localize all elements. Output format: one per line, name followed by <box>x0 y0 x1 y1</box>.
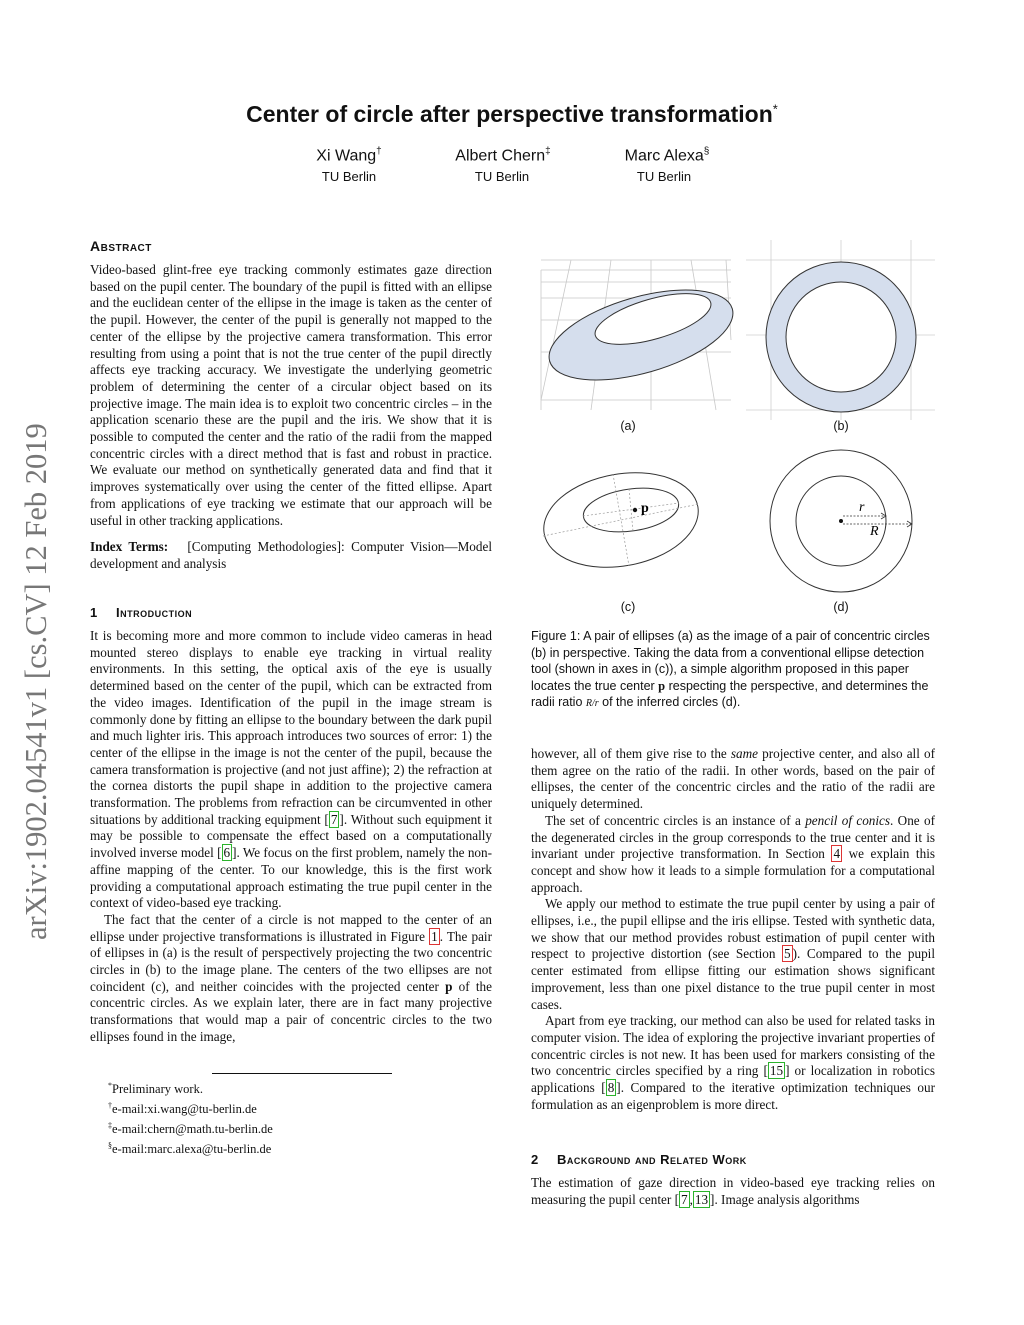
citation-link[interactable]: 13 <box>694 1191 709 1207</box>
section-2-heading <box>531 1152 935 1167</box>
index-terms-text: [Computing Methodologies]: Computer Vision—Model development and analysis <box>90 539 493 571</box>
footnote-text: Preliminary work. <box>112 1082 203 1097</box>
section-title: Background and Related Work <box>557 1152 747 1167</box>
text-run: . We focus on the first problem, namely the non-affine mapping of the center. To our knowledge, this is the first work providing a computational approach estimating the true pupil center in the context of video-based eye tracking. <box>90 845 492 911</box>
figure-1 <box>531 240 935 620</box>
section-link[interactable]: 4 <box>833 846 841 862</box>
text-run: or localization in robotics applications <box>531 1063 935 1096</box>
citation-link[interactable]: 8 <box>607 1080 615 1096</box>
text-run: projective center, and also all of them agree on the ratio of the radii. In other words, based on the pair of ellipses, the center of the concentric circles and the ratio of the radii are uniquely determined. <box>531 746 935 812</box>
paragraph <box>531 813 935 897</box>
footnote-mark: * <box>108 1081 112 1090</box>
citation-link[interactable]: 7 <box>680 1191 688 1207</box>
author-name: Xi Wang <box>316 147 377 165</box>
footnote <box>108 1118 408 1138</box>
panel-d-radii <box>770 450 912 592</box>
text-run: It is becoming more and more common to include video cameras in head mounted stereo displays to enable eye tracking in virtual reality environments. In this setting, the optical axis of the eye is usually determined based on the center of the pupil, which can be extracted from the video images. Identification of the pupil in the image stream is commonly done by fitting an ellipse to the boundary between the dark pupil and much lighter iris. This approach introduces two sources of error: 1) the center of the ellipse in the image is not the center of the pupil, because the camera transformation is projective (and not just affine); 2) the refraction at the cornea distorts the pupil shape in addition to the projective camera transformation. The problems from refraction can be circumvented in other situations by additional tracking equipment <box>90 628 492 827</box>
footnotes <box>108 1078 408 1158</box>
citation-link[interactable]: 7 <box>330 811 338 827</box>
right-column-body <box>531 746 935 1113</box>
emphasis: pencil of conics <box>805 812 891 828</box>
text-run: Figure 1: A pair of ellipses (a) as the image of a pair of concentric circles (b) in perspective. Taking the data from a conventional ellipse detection tool (shown in axes in (c)), a simple algorithm proposed in this paper locates the true center <box>531 629 930 693</box>
section-link[interactable]: 5 <box>784 946 791 962</box>
abstract-heading: Abstract <box>90 238 152 254</box>
affiliation-2: TU Berlin <box>474 169 530 184</box>
radius-r-label: r <box>859 500 865 515</box>
paragraph: The estimation of gaze direction in video-based eye tracking relies on measuring the pupil center [ 7 , 13 ]. Image analysis algorithms <box>531 1175 935 1207</box>
point-symbol: p <box>445 978 453 994</box>
figure-label-c: (c) <box>620 600 636 614</box>
footnote <box>108 1078 408 1098</box>
citation-link[interactable]: 15 <box>769 1063 784 1079</box>
text-run: . Image analysis algorithms <box>714 1191 860 1207</box>
section-title: Introduction <box>116 605 193 620</box>
figure-label-b: (b) <box>833 419 849 433</box>
author-mark: § <box>703 146 710 157</box>
paragraph: Apart from eye tracking, our method can also be used for related tasks in computer vision. The idea of exploring the projective invariant properties of concentric circles is not new. It has been used for markers consisting of the two concentric circles specified by a ring [ 15 ] or localization in robotics applications [ 8 ]. Compared to the iterative optimization techniques our formulation as an eigenproblem is more direct. <box>531 1013 935 1112</box>
citation-link[interactable]: 6 <box>223 845 231 861</box>
section-1-heading <box>90 605 492 620</box>
email-link[interactable]: e-mail:xi.wang@tu-berlin.de <box>112 1102 257 1117</box>
footnote-mark: ‡ <box>108 1120 112 1130</box>
panel-b-concentric <box>746 240 935 420</box>
point-p-label: p <box>641 501 649 516</box>
footnote <box>108 1138 408 1158</box>
text-run: Apart from eye tracking, our method can also be used for related tasks in computer vision. The idea of exploring the projective invariant properties of concentric circles is not new. It has been used for markers consisting of the two concentric circles specified by a ring <box>531 1013 935 1079</box>
text-run: The set of concentric circles is an instance of a <box>545 812 806 828</box>
email-link[interactable]: e-mail:marc.alexa@tu-berlin.de <box>112 1142 272 1157</box>
section-number: 1 <box>90 605 98 620</box>
radius-R-label: R <box>870 524 879 539</box>
point-symbol: p <box>658 678 666 693</box>
text-run: . One of the degenerated circles in the group corresponds to the true center and it is invariant under projective transformation. In Section <box>531 812 935 862</box>
panel-c-ellipses <box>536 461 706 579</box>
text-run: however, all of them give rise to the <box>531 746 731 761</box>
arxiv-side-stamp <box>10 350 58 950</box>
emphasis: same <box>730 746 759 761</box>
arxiv-stamp-text: arXiv:1902.04541v1 [cs.CV] 12 Feb 2019 <box>19 423 53 940</box>
text-run: . The pair of ellipses in (a) is the result of perspectively projecting the two concentric circles in (b) to the image plane. The centers of the two ellipses are not coincident (c), and neither coincides with the projected center <box>90 928 492 994</box>
author-name: Albert Chern <box>455 147 546 165</box>
index-terms <box>90 539 492 572</box>
text-run: respecting the perspective, and determines the radii ratio <box>531 678 929 710</box>
related-work-body <box>531 1175 935 1208</box>
index-terms-label: Index Terms: <box>90 539 169 555</box>
figure-caption <box>531 628 935 713</box>
figure-label-d: (d) <box>833 600 849 614</box>
text-run: . Compared to the iterative optimization techniques our formulation as an eigenproblem is more direct. <box>531 1080 935 1112</box>
abstract-text: Video-based glint-free eye tracking commonly estimates gaze direction based on the pupil center. The boundary of the pupil is fitted with an ellipse and the euclidean center of the ellipse in the image is taken as the center of the pupil. However, the center of the pupil is generally not mapped to the center of the ellipse by the projective camera transformation. This error resulting from using a point that is not the true center of the pupil directly affects eye tracking accuracy. We investigate the underlying geometric problem of determining the center of a circular object based on its projective image. The main idea is to exploit two concentric circles – in the application scenario these are the pupil and the iris. We show that it is possible to computed the center and the ratio of the radii from the mapped concentric circles with a direct method that is fast and robust in practice. We evaluate our method on synthetically generated data and find that it improves systematically over using the center of the fitted ellipse. Apart from applications of eye tracking we estimate that our approach will be useful in other tracking applications. <box>90 262 492 528</box>
footnote-mark: † <box>108 1100 112 1110</box>
text-run: The fact that the center of a circle is not mapped to the center of an ellipse under projective transformations is illustrated in Figure <box>90 911 492 944</box>
email-link[interactable]: e-mail:chern@math.tu-berlin.de <box>112 1122 273 1137</box>
footnote-mark: § <box>108 1140 112 1150</box>
author-mark: ‡ <box>545 146 551 157</box>
ratio-symbol: R/r <box>585 698 599 710</box>
affiliation-1: TU Berlin <box>321 169 377 184</box>
intro-paragraph-2 <box>90 912 492 1046</box>
text-run: we explain this concept and show how it leads to a simple formulation for a computational approach. <box>531 846 935 895</box>
section-number: 2 <box>531 1152 539 1167</box>
intro-body <box>90 628 492 1046</box>
paper-title <box>0 101 1024 128</box>
abstract-body <box>90 262 492 573</box>
footnote-rule <box>212 1073 392 1074</box>
title-footnote-mark: * <box>772 101 778 117</box>
text-run: The estimation of gaze direction in video-based eye tracking relies on measuring the pupil center <box>531 1175 935 1207</box>
paragraph <box>531 746 935 813</box>
affiliation-3: TU Berlin <box>636 169 692 184</box>
paragraph <box>531 896 935 1013</box>
intro-paragraph-1: It is becoming more and more common to include video cameras in head mounted stereo displays to enable eye tracking in virtual reality environments. In this setting, the optical axis of the eye is usually determined based on the center of the pupil, which can be extracted from the video images. Identification of the pupil in the image stream is commonly done by fitting an ellipse to the boundary between the dark pupil and much lighter iris. This approach introduces two sources of error: 1) the center of the ellipse in the image is not the center of the pupil, because the camera transformation is projective (and not just affine); 2) the refraction at the cornea distorts the pupil shape in addition to the projective camera transformation. The problems from refraction can be circumvented in other situations by additional tracking equipment [ 7 ]. Without such equipment it may be possible to compensate the effect based on a computationally involved inverse model [ 6 ]. We focus on the first problem, namely the non-affine mapping of the center. To our knowledge, this is the first work providing a computational approach estimating the true pupil center in the context of video-based eye tracking. <box>90 628 492 911</box>
figure-link[interactable]: 1 <box>431 928 438 944</box>
text-run: ). Compared to the pupil center estimated from ellipse fitting our estimation shows significant improvement, less than one pixel distance to the true pupil center in most cases. <box>531 946 935 1012</box>
text-run: of the concentric circles. As we explain later, there are in fact many projective transformations that would map a pair of concentric circles to the two ellipses found in the image, <box>90 978 492 1044</box>
author-name: Marc Alexa <box>624 147 704 165</box>
author-3 <box>567 146 767 165</box>
text-run: We apply our method to estimate the true pupil center by using a pair of ellipses, i.e., the pupil ellipse and the iris ellipse. Tested with synthetic data, we show that our method provides robust estimation of pupil center with respect to projective distortion (see Section <box>531 896 935 962</box>
title-text: Center of circle after perspective transformation <box>246 101 773 127</box>
text-run: of the inferred circles (d). <box>598 695 741 710</box>
text-run: . Without such equipment it may be possible to compensate the effect based on a computationally involved inverse model <box>90 811 492 861</box>
figure-label-a: (a) <box>620 419 636 433</box>
footnote <box>108 1098 408 1118</box>
author-mark: † <box>376 146 382 157</box>
